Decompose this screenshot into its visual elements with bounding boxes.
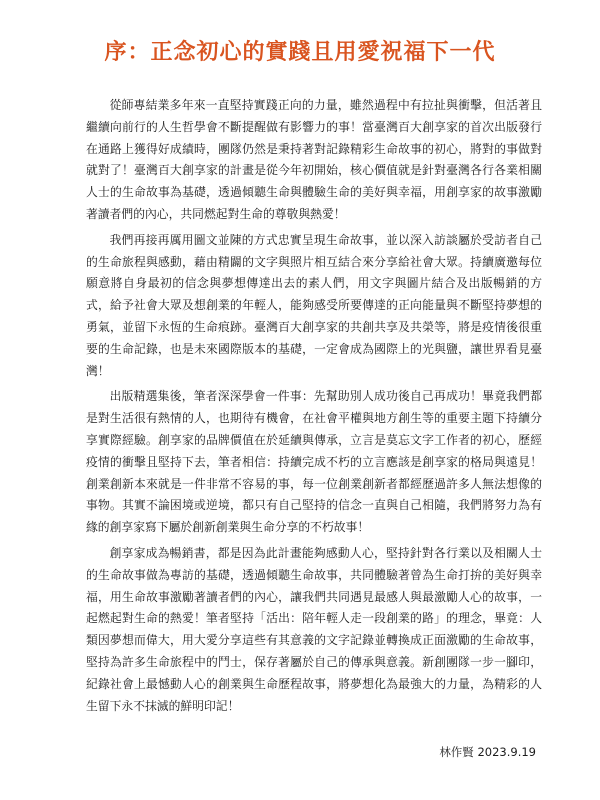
paragraph-1: 從師專結業多年來一直堅持實踐正向的力量，雖然過程中有拉扯與衝擊，但活著且繼續向前行的人生哲學會不斷提醒做有影響力的事！當臺灣百大創享家的首次出版發行在通路上獲得好成績時，團隊仍然是秉持著對記錄精彩生命故事的初心，將對的事做對就對了！臺灣百大創享家的計畫是從今年初開始，核心價值就是針對臺灣各行各業相關人士的生命故事為基礎，透過傾聽生命與體驗生命的美好與幸福，用創享家的故事激勵著讀者們的內心，共同燃起對生命的尊敬與熱愛！ (86, 98, 542, 221)
author-signature: 林作賢 2023.9.19 (439, 745, 536, 759)
paragraph-2: 我們再接再厲用圖文並陳的方式忠實呈現生命故事，並以深入訪談屬於受訪者自己的生命旅程與感動，藉由精闢的文字與照片相互結合來分享給社會大眾。持續廣邀每位願意將自身最初的信念與夢想傳達出去的素人們，用文字與圖片結合及出版暢銷的方式，給予社會大眾及想創業的年輕人，能夠感受所要傳達的正向能量與不斷堅持夢想的勇氣，並留下永恆的生命痕跡。臺灣百大創享家的共創共享及共榮等，將是疫情後很重要的生命記錄，也是未來國際版本的基礎，一定會成為國際上的光與鹽，讓世界看見臺灣！ (86, 232, 542, 378)
page-title: 序：正念初心的實踐且用愛祝福下一代 (104, 40, 496, 65)
paragraph-3: 出版精選集後，筆者深深學會一件事：先幫助別人成功後自己再成功！畢竟我們都是對生活很有熱情的人，也期待有機會，在社會平權與地方創生等的重要主題下持續分享實際經驗。創享家的品牌價值在於延續與傳承，立言是莫忘文字工作者的初心，歷經疫情的衝擊且堅持下去，筆者相信：持續完成不朽的立言應該是創享家的格局與遠見！創業創新本來就是一件非常不容易的事，每一位創業創新者都經歷過許多人無法想像的事物。其實不論困境或逆境，都只有自己堅持的信念一直與自己相隨，我們將努力為有緣的創享家寫下屬於創新創業與生命分享的不朽故事！ (86, 389, 542, 535)
preface-body (86, 95, 542, 721)
paragraph-4: 創享家成為暢銷書，都是因為此計畫能夠感動人心，堅持針對各行業以及相關人士的生命故事做為專訪的基礎，透過傾聽生命故事，共同體驗著曾為生命打拚的美好與幸福，用生命故事激勵著讀者們的內心，讓我們共同遇見最感人與最激勵人心的故事，一起燃起對生命的熱愛！筆者堅持「活出：陪年輕人走一段創業的路」的理念，畢竟：人類因夢想而偉大，用大愛分享這些有其意義的文字記錄並轉換成正面激勵的生命故事，堅持為許多生命旅程中的鬥士，保存著屬於自己的傳承與意義。新創團隊一步一腳印，紀錄社會上最憾動人心的創業與生命歷程故事，將夢想化為最強大的力量，為精彩的人生留下永不抹滅的鮮明印記！ (86, 545, 542, 713)
